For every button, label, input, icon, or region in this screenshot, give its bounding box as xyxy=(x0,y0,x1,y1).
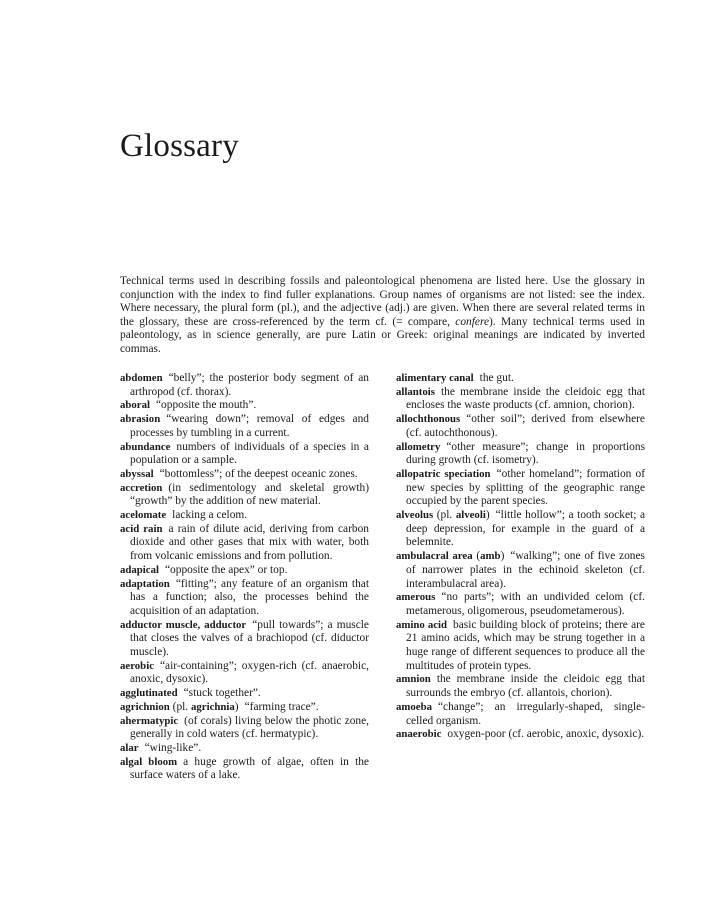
glossary-entry xyxy=(120,756,369,783)
glossary-definition: “wearing down”; removal of edges and processes by tumbling in a current. xyxy=(130,413,369,439)
glossary-term: ambulacral area xyxy=(396,550,473,563)
glossary-definition: (in sedimentology and skeletal growth) “growth” by the addition of new material. xyxy=(130,481,369,508)
glossary-definition: oxygen-poor (cf. aerobic, anoxic, dysoxic). xyxy=(447,728,645,741)
glossary-term-plural: amb xyxy=(480,550,501,563)
glossary-term: acelomate xyxy=(120,509,167,522)
glossary-term: algal bloom xyxy=(120,755,178,768)
glossary-term-plural: agrichnia xyxy=(191,700,235,713)
glossary-entry xyxy=(120,482,369,509)
glossary-term: abdomen xyxy=(120,372,163,384)
intro-text-end: ). Many technical terms used in paleontology, as in science generally, are pure Latin or Greek: original meanings are indicated by inverted commas. xyxy=(120,315,646,355)
glossary-entry xyxy=(120,578,369,619)
glossary-definition: “air-containing”; oxygen-rich (cf. anaerobic, anoxic, dysoxic). xyxy=(130,659,369,686)
glossary-entry xyxy=(396,550,645,591)
glossary-term-note-close: ) xyxy=(485,509,490,522)
glossary-term: accretion xyxy=(120,481,163,494)
glossary-definition: “little hollow”; a tooth socket; a deep depression, for example in the guard of a belemnite. xyxy=(406,509,645,549)
glossary-entry xyxy=(396,728,645,742)
glossary-entry xyxy=(396,468,645,509)
glossary-term: abundance xyxy=(120,440,171,453)
glossary-term: alimentary canal xyxy=(396,372,474,384)
glossary-entry xyxy=(396,386,645,413)
glossary-entry xyxy=(396,441,645,468)
glossary-definition: “other homeland”; formation of new species by splitting of the geographic range occupied by the parent species. xyxy=(406,467,645,508)
glossary-term: alveolus xyxy=(396,509,434,522)
glossary-definition: “walking”; one of five zones of narrower plates in the echinoid skeleton (cf. interambulacral area). xyxy=(406,550,645,590)
glossary-definition: lacking a celom. xyxy=(172,509,248,522)
glossary-definition: a rain of dilute acid, deriving from carbon dioxide and other gases that mix with water, both from volcanic emissions and from pollution. xyxy=(130,522,369,563)
glossary-definition: “farming trace”. xyxy=(244,700,319,713)
glossary-term: amnion xyxy=(396,673,431,686)
glossary-entry xyxy=(120,687,369,701)
glossary-term-plural: alveoli xyxy=(455,509,486,522)
glossary-left-column xyxy=(120,372,369,783)
glossary-term: amino acid xyxy=(396,618,448,631)
glossary-term: alar xyxy=(120,741,139,754)
glossary-definition: “belly”; the posterior body segment of an arthropod (cf. thorax). xyxy=(130,372,369,398)
glossary-entry xyxy=(120,619,369,660)
glossary-entry xyxy=(396,701,645,728)
glossary-term: abyssal xyxy=(120,467,154,480)
glossary-term-note-close: ) xyxy=(234,700,239,713)
glossary-definition: basic building block of proteins; there are 21 amino acids, which may be strung together in a huge range of different sequences to produce all the multitudes of protein types. xyxy=(406,618,645,672)
glossary-entry xyxy=(120,715,369,742)
glossary-term: amoeba xyxy=(396,700,432,713)
glossary-entry xyxy=(120,372,369,399)
glossary-term: abrasion xyxy=(120,413,161,426)
glossary-term-note: ( xyxy=(472,550,481,563)
glossary-definition: the membrane inside the cleidoic egg that surrounds the embryo (cf. allantois, chorion). xyxy=(406,673,645,700)
glossary-definition: a huge growth of algae, often in the surface waters of a lake. xyxy=(130,755,369,782)
glossary-term: ahermatypic xyxy=(120,714,179,727)
glossary-definition: “stuck together”. xyxy=(183,687,261,700)
glossary-definition: “opposite the mouth”. xyxy=(156,399,257,412)
glossary-definition: “wing-like”. xyxy=(144,741,202,754)
glossary-right-column xyxy=(396,372,645,742)
glossary-definition: “other soil”; derived from elsewhere (cf. autochthonous). xyxy=(406,413,645,439)
glossary-entry xyxy=(120,509,369,523)
glossary-term-note: (pl. xyxy=(169,700,191,713)
glossary-term: allantois xyxy=(396,385,435,398)
glossary-term: agrichnion xyxy=(120,700,170,713)
glossary-definition: “no parts”; with an undivided celom (cf. metamerous, oligomerous, pseudometamerous). xyxy=(406,591,645,617)
glossary-definition: (of corals) living below the photic zone, generally in cold waters (cf. hermatypic). xyxy=(130,714,369,741)
glossary-term: anaerobic xyxy=(396,728,442,741)
glossary-definition: the membrane inside the cleidoic egg that encloses the waste products (cf. amnion, chorion). xyxy=(406,385,645,412)
glossary-term: aerobic xyxy=(120,659,154,672)
glossary-term: allopatric speciation xyxy=(396,467,491,480)
intro-paragraph xyxy=(120,275,645,357)
glossary-term: acid rain xyxy=(120,522,163,535)
glossary-definition: “fitting”; any feature of an organism that has a function; also, the processes behind the acquisition of an adaptation. xyxy=(130,577,369,617)
glossary-term: agglutinated xyxy=(120,687,178,700)
glossary-entry xyxy=(120,701,369,715)
glossary-term: amerous xyxy=(396,591,436,604)
glossary-definition: “bottomless”; of the deepest oceanic zones. xyxy=(159,467,358,480)
page-title: Glossary xyxy=(120,128,239,164)
glossary-definition: “opposite the apex” or top. xyxy=(165,563,288,576)
glossary-definition: “pull towards”; a muscle that closes the valves of a brachiopod (cf. diductor muscle). xyxy=(130,618,369,659)
glossary-entry xyxy=(120,441,369,468)
glossary-term: allochthonous xyxy=(396,413,461,426)
glossary-entry xyxy=(396,591,645,618)
glossary-entry xyxy=(120,468,369,482)
glossary-term-note-close: ) xyxy=(500,550,505,563)
glossary-definition: numbers of individuals of a species in a population or a sample. xyxy=(130,440,369,467)
glossary-term: adductor muscle, adductor xyxy=(120,618,247,631)
glossary-entry xyxy=(396,413,645,440)
glossary-term-note: (pl. xyxy=(433,509,456,522)
glossary-entry xyxy=(396,673,645,700)
glossary-entry xyxy=(396,619,645,674)
glossary-entry xyxy=(120,399,369,413)
glossary-entry xyxy=(120,742,369,756)
glossary-entry xyxy=(120,660,369,687)
glossary-term: aboral xyxy=(120,399,150,412)
glossary-entry xyxy=(396,509,645,550)
glossary-entry xyxy=(120,523,369,564)
glossary-entry xyxy=(120,564,369,578)
intro-text: Technical terms used in describing fossils and paleontological phenomena are listed here. Use the glossary in conjunction with the index to find fuller explanations. Group names of organisms are not listed: see the index. Where necessary, the plural form (pl.), and the adjective (adj.) are given. When there are several related terms in the glossary, these are cross-referenced by the term cf. (= compare, xyxy=(120,275,645,328)
intro-italic: confere xyxy=(455,315,490,328)
glossary-term: adapical xyxy=(120,563,159,576)
glossary-entry xyxy=(396,372,645,386)
glossary-definition: “change”; an irregularly-shaped, single-celled organism. xyxy=(406,700,645,727)
glossary-term: allometry xyxy=(396,440,441,453)
glossary-definition: the gut. xyxy=(479,372,514,384)
glossary-definition: “other measure”; change in proportions during growth (cf. isometry). xyxy=(406,440,645,467)
glossary-term: adaptation xyxy=(120,577,170,590)
glossary-entry xyxy=(120,413,369,440)
